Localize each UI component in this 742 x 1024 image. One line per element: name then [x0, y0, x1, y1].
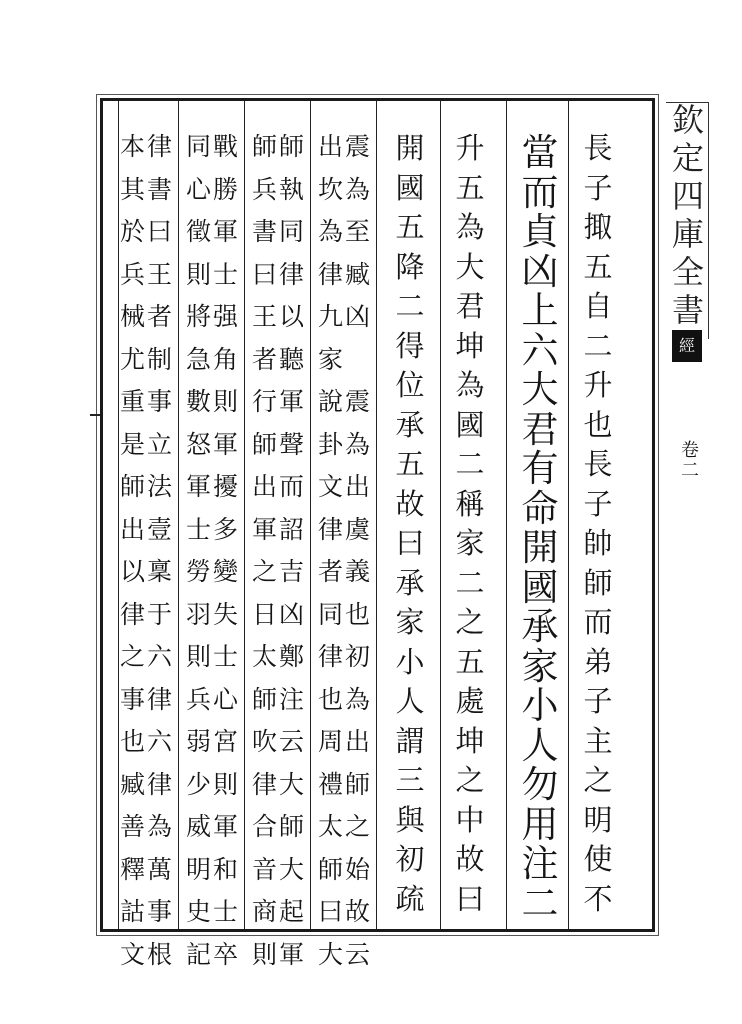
text-char: 自 [583, 289, 613, 323]
annotation-char: 律 [279, 259, 305, 289]
annotation-char: 威 [185, 812, 211, 841]
annotation-char: 凶 [279, 599, 305, 629]
margin-juan [678, 442, 702, 482]
text-column [450, 131, 490, 924]
annotation-char: 士 [213, 897, 239, 926]
annotation-char: 為 [345, 174, 371, 204]
text-char: 上 [521, 289, 559, 332]
annotation-char: 將 [185, 302, 211, 331]
annotation-char: 本 [119, 132, 145, 161]
text-char: 帥 [583, 526, 613, 560]
text-char: 使 [583, 842, 613, 876]
annotation-char: 師 [279, 132, 305, 161]
text-char: 小 [521, 684, 559, 727]
text-column [520, 131, 560, 925]
text-char: 子 [583, 170, 613, 205]
text-char: 二 [583, 328, 613, 363]
text-char: 初 [395, 842, 425, 876]
annotation-char: 數 [185, 387, 211, 416]
column-rule [376, 101, 377, 929]
annotation-char: 太 [251, 642, 277, 671]
annotation-char: 文 [119, 939, 145, 969]
margin-title-char: 定 [671, 139, 704, 177]
annotation-char: 出 [345, 472, 371, 501]
text-char: 注 [521, 842, 559, 885]
annotation-char: 尤 [119, 344, 145, 374]
annotation-char: 王 [147, 259, 173, 289]
annotation-char: 音 [251, 854, 277, 884]
annotation-char: 周 [317, 727, 343, 756]
annotation-char: 急 [185, 344, 211, 374]
annotation-char: 于 [147, 599, 173, 629]
volume-mark [672, 330, 702, 362]
annotation-char: 角 [213, 344, 239, 374]
annotation-char: 之 [119, 642, 145, 671]
annotation-char: 軍 [185, 472, 211, 501]
annotation-char: 卦 [317, 429, 343, 459]
annotation-subcolumn [345, 134, 370, 984]
annotation-char: 出 [251, 472, 277, 501]
annotation-char: 合 [251, 812, 277, 841]
annotation-char: 制 [147, 344, 173, 374]
text-char: 之 [583, 763, 613, 797]
annotation-char: 而 [279, 472, 305, 501]
annotation-char: 其 [119, 174, 145, 204]
text-char: 師 [583, 565, 613, 600]
text-char: 國 [455, 407, 485, 442]
text-char: 位 [395, 368, 425, 402]
annotation-char: 軍 [213, 429, 239, 459]
annotation-char: 以 [279, 302, 305, 331]
annotation-char: 重 [119, 387, 145, 416]
text-char: 承 [395, 565, 425, 600]
column-rule [244, 101, 245, 929]
annotation-subcolumn [186, 134, 211, 984]
annotation-char: 軍 [251, 514, 277, 544]
annotation-subcolumn [120, 134, 145, 984]
text-char: 國 [521, 565, 559, 609]
annotation-char: 則 [213, 387, 239, 416]
text-char: 得 [395, 328, 425, 363]
volume-mark-text: 經 [678, 336, 695, 355]
text-char: 有 [521, 447, 559, 490]
text-char: 六 [521, 328, 559, 372]
text-char: 也 [583, 407, 613, 442]
annotation-char: 律 [317, 259, 343, 289]
annotation-char: 法 [147, 472, 173, 501]
annotation-char: 同 [279, 217, 305, 246]
annotation-char: 文 [317, 472, 343, 501]
annotation-char: 故 [345, 897, 371, 926]
text-column [116, 132, 176, 969]
annotation-char: 宮 [213, 727, 239, 756]
annotation-char: 注 [279, 684, 305, 714]
annotation-char: 事 [147, 387, 173, 416]
text-char: 升 [455, 131, 485, 165]
annotation-char: 律 [147, 769, 173, 799]
annotation-char: 臧 [119, 769, 145, 799]
annotation-char: 吉 [279, 557, 305, 586]
text-column [578, 131, 618, 924]
text-char: 貞 [521, 210, 559, 253]
annotation-char: 九 [317, 302, 343, 331]
annotation-char: 六 [147, 642, 173, 671]
annotation-char: 也 [119, 727, 145, 756]
text-char: 承 [395, 407, 425, 442]
text-char: 謂 [395, 723, 425, 758]
text-column [390, 131, 430, 924]
annotation-char: 師 [279, 812, 305, 841]
annotation-char: 勝 [213, 174, 239, 204]
annotation-char: 師 [251, 429, 277, 459]
column-rule [178, 101, 179, 929]
text-char: 家 [395, 605, 425, 639]
annotation-char: 律 [119, 599, 145, 629]
text-char: 而 [583, 605, 613, 639]
annotation-char: 者 [147, 302, 173, 331]
annotation-char: 之 [345, 812, 371, 841]
annotation-char: 少 [185, 769, 211, 799]
text-char: 坤 [455, 723, 485, 758]
annotation-char: 出 [345, 727, 371, 756]
annotation-char: 釋 [119, 854, 145, 884]
annotation-char: 師 [317, 854, 343, 884]
annotation-char: 六 [147, 727, 173, 756]
annotation-char: 軍 [213, 217, 239, 246]
column-rule [440, 101, 441, 929]
annotation-char: 曰 [317, 897, 343, 926]
annotation-char: 士 [213, 642, 239, 671]
annotation-char: 萬 [147, 854, 173, 884]
annotation-char: 行 [251, 387, 277, 416]
annotation-char: 律 [147, 132, 173, 161]
text-char: 子 [583, 684, 613, 718]
annotation-char: 事 [119, 684, 145, 714]
text-char: 國 [395, 170, 425, 205]
annotation-char: 同 [185, 132, 211, 161]
annotation-char: 者 [317, 557, 343, 586]
annotation-char: 商 [251, 897, 277, 926]
annotation-char: 師 [119, 472, 145, 501]
margin-juan-char: 卷 [681, 440, 699, 461]
annotation-subcolumn [279, 134, 304, 984]
annotation-char: 於 [119, 217, 145, 246]
annotation-char: 士 [213, 259, 239, 289]
text-char: 而 [521, 170, 559, 214]
text-char: 曰 [455, 881, 485, 916]
text-char: 稱 [455, 486, 485, 521]
annotation-char: 曰 [147, 217, 173, 246]
margin-title [668, 101, 708, 332]
text-char: 五 [395, 210, 425, 244]
text-char: 曰 [395, 526, 425, 560]
annotation-char: 律 [317, 514, 343, 544]
annotation-char: 禮 [317, 769, 343, 799]
margin-title-char: 四 [671, 177, 704, 215]
annotation-char: 失 [213, 599, 239, 629]
text-char: 小 [395, 644, 425, 679]
annotation-char: 起 [279, 897, 305, 926]
text-char: 人 [521, 723, 559, 767]
annotation-char: 稟 [147, 557, 173, 586]
annotation-char: 書 [251, 217, 277, 246]
annotation-char: 善 [119, 812, 145, 841]
text-char: 長 [583, 131, 613, 165]
annotation-char: 擾 [213, 472, 239, 501]
annotation-char: 則 [213, 769, 239, 799]
annotation-char: 是 [119, 429, 145, 459]
text-char: 故 [395, 486, 425, 521]
text-column [182, 132, 242, 969]
annotation-char: 凶 [345, 302, 371, 331]
annotation-char: 聽 [279, 344, 305, 374]
annotation-subcolumn [213, 134, 238, 984]
annotation-char: 記 [185, 939, 211, 969]
annotation-char: 則 [185, 259, 211, 289]
annotation-char: 臧 [345, 259, 371, 289]
text-column [314, 132, 374, 969]
annotation-char: 律 [317, 642, 343, 671]
binding-tick-mark [90, 414, 100, 416]
text-char: 二 [521, 881, 559, 925]
annotation-char: 勞 [185, 557, 211, 586]
text-char: 升 [583, 368, 613, 402]
text-char: 之 [455, 605, 485, 639]
annotation-char: 明 [185, 854, 211, 884]
text-char: 君 [521, 407, 559, 451]
text-char: 命 [521, 486, 559, 530]
annotation-char: 日 [251, 599, 277, 629]
text-char: 之 [455, 763, 485, 797]
text-char: 為 [455, 210, 485, 244]
text-char: 開 [521, 526, 559, 569]
text-char: 主 [583, 723, 613, 758]
annotation-char: 云 [279, 727, 305, 756]
text-char: 子 [583, 486, 613, 521]
text-char: 五 [583, 249, 613, 284]
text-char: 降 [395, 249, 425, 284]
text-char: 勿 [521, 763, 559, 806]
annotation-char: 吹 [251, 727, 277, 756]
annotation-char: 太 [317, 812, 343, 841]
annotation-char: 震 [345, 387, 371, 416]
text-char: 承 [521, 605, 559, 648]
annotation-char: 根 [147, 939, 173, 969]
text-char: 五 [455, 170, 485, 205]
annotation-char: 大 [279, 854, 305, 884]
annotation-char: 執 [279, 174, 305, 204]
text-char: 處 [455, 684, 485, 718]
annotation-char: 以 [119, 557, 145, 586]
annotation-char: 律 [147, 684, 173, 714]
annotation-char: 士 [185, 514, 211, 544]
annotation-char: 之 [251, 557, 277, 586]
text-char: 凶 [521, 249, 559, 293]
text-char: 當 [521, 131, 559, 174]
annotation-char: 始 [345, 854, 371, 884]
annotation-char: 軍 [213, 812, 239, 841]
annotation-char: 心 [185, 174, 211, 204]
annotation-char [345, 347, 370, 390]
text-char: 二 [455, 447, 485, 481]
annotation-char: 史 [185, 897, 211, 926]
annotation-char: 則 [185, 642, 211, 671]
annotation-char: 和 [213, 854, 239, 884]
text-char: 用 [521, 802, 559, 846]
annotation-char: 師 [345, 769, 371, 799]
column-rule [310, 101, 311, 929]
text-char: 大 [521, 368, 559, 411]
annotation-char: 聲 [279, 429, 305, 459]
annotation-char: 為 [317, 217, 343, 246]
text-char: 人 [395, 684, 425, 718]
annotation-char: 為 [147, 812, 173, 841]
annotation-char: 為 [345, 429, 371, 459]
annotation-char: 心 [213, 684, 239, 714]
annotation-char: 詁 [119, 897, 145, 926]
annotation-char: 家 [317, 344, 343, 374]
annotation-char: 也 [317, 684, 343, 714]
column-rule [506, 101, 507, 929]
margin-title-char: 全 [671, 253, 704, 291]
annotation-char: 詔 [279, 514, 305, 544]
text-char: 二 [395, 289, 425, 323]
annotation-char: 則 [251, 939, 277, 969]
annotation-char: 强 [213, 302, 239, 331]
text-char: 疏 [395, 881, 425, 916]
text-column [248, 132, 308, 969]
annotation-char: 事 [147, 897, 173, 926]
text-char: 五 [455, 644, 485, 679]
annotation-char: 立 [147, 429, 173, 459]
annotation-char: 虞 [345, 514, 371, 544]
annotation-char: 至 [345, 217, 371, 246]
annotation-subcolumn [252, 134, 277, 984]
text-char: 坤 [455, 328, 485, 363]
annotation-char: 兵 [251, 174, 277, 204]
margin-title-char: 欽 [671, 101, 704, 139]
annotation-char: 戰 [213, 132, 239, 161]
annotation-char: 變 [213, 557, 239, 586]
annotation-char: 坎 [317, 174, 343, 204]
text-char: 故 [455, 842, 485, 876]
annotation-char: 師 [251, 684, 277, 714]
text-char: 長 [583, 447, 613, 481]
annotation-char: 軍 [279, 387, 305, 416]
annotation-subcolumn [147, 134, 172, 984]
margin-title-char: 庫 [671, 215, 704, 253]
annotation-char: 多 [213, 514, 239, 544]
text-char: 君 [455, 289, 485, 323]
annotation-char: 怒 [185, 429, 211, 459]
text-char: 不 [583, 881, 613, 916]
annotation-char: 書 [147, 174, 173, 204]
annotation-char: 鄭 [279, 642, 305, 671]
text-char: 大 [455, 249, 485, 284]
annotation-char: 師 [251, 132, 277, 161]
annotation-char: 為 [345, 684, 371, 714]
text-char: 掫 [583, 210, 613, 244]
text-char: 家 [521, 644, 559, 688]
column-rule [568, 101, 569, 929]
margin-title-char: 書 [671, 291, 704, 329]
text-char: 二 [455, 565, 485, 600]
annotation-char: 弱 [185, 727, 211, 756]
annotation-char: 義 [345, 557, 371, 586]
annotation-char: 大 [317, 939, 343, 969]
annotation-char: 軍 [279, 939, 305, 969]
annotation-char: 同 [317, 599, 343, 629]
annotation-char: 兵 [119, 259, 145, 289]
text-char: 三 [395, 763, 425, 797]
text-char: 與 [395, 802, 425, 837]
text-char: 開 [395, 131, 425, 165]
annotation-char: 徵 [185, 217, 211, 246]
annotation-char: 大 [279, 769, 305, 799]
annotation-char: 說 [317, 387, 343, 416]
annotation-char: 王 [251, 302, 277, 331]
annotation-char: 律 [251, 769, 277, 799]
annotation-char: 也 [345, 599, 371, 629]
margin-juan-char: 二 [681, 460, 699, 481]
annotation-char: 壹 [147, 514, 173, 544]
text-char: 中 [455, 802, 485, 837]
text-char: 弟 [583, 644, 613, 679]
text-char: 五 [395, 447, 425, 481]
text-char: 為 [455, 368, 485, 402]
text-char: 明 [583, 802, 613, 837]
annotation-char: 卒 [213, 939, 239, 969]
annotation-char: 羽 [185, 599, 211, 629]
annotation-subcolumn [318, 134, 343, 984]
annotation-char: 者 [251, 344, 277, 374]
text-char: 家 [455, 526, 485, 560]
annotation-char: 出 [119, 514, 145, 544]
annotation-char: 出 [317, 132, 343, 161]
annotation-char: 兵 [185, 684, 211, 714]
annotation-char: 震 [345, 132, 371, 161]
annotation-char: 初 [345, 642, 371, 671]
annotation-char: 云 [345, 939, 371, 969]
annotation-char: 曰 [251, 259, 277, 289]
annotation-char: 械 [119, 302, 145, 331]
